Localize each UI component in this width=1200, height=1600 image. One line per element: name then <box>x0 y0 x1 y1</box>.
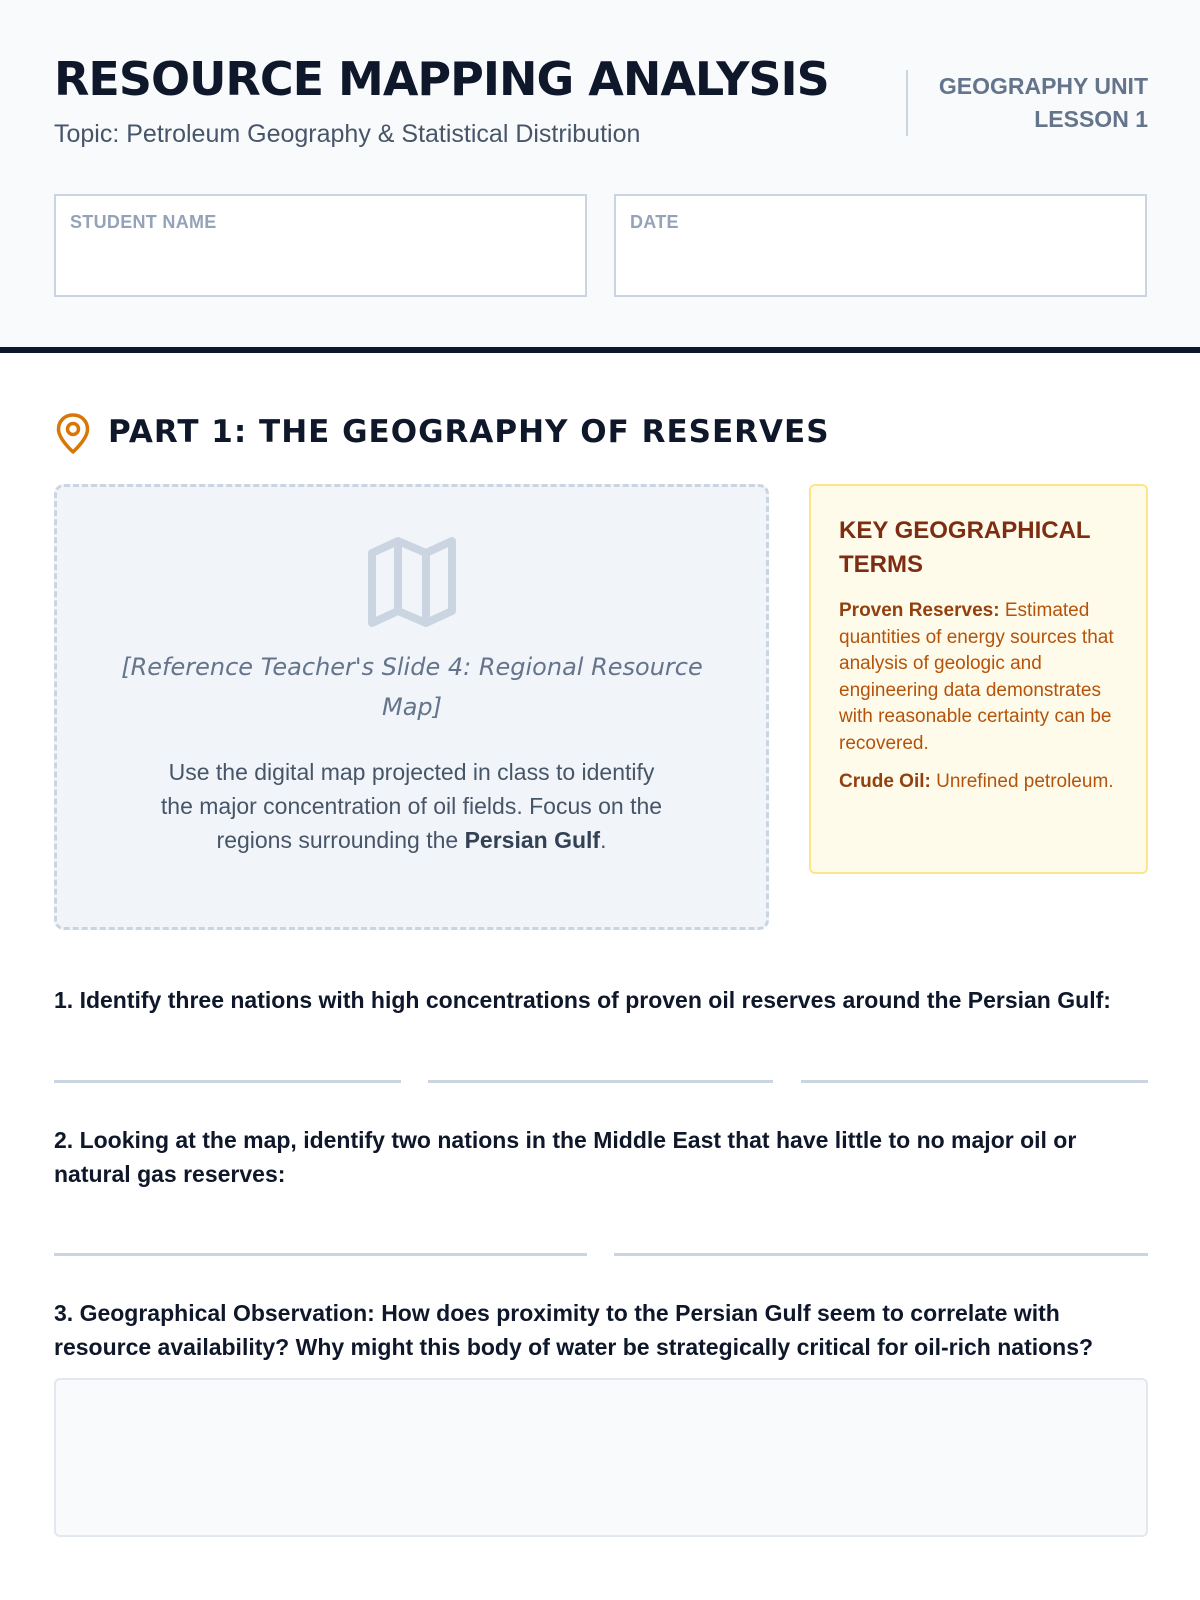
answer-line[interactable] <box>801 1080 1148 1083</box>
answer-line[interactable] <box>428 1080 773 1083</box>
key-terms-title: KEY GEOGRAPHICAL TERMS <box>839 517 1091 578</box>
map-reference-text: [Reference Teacher's Slide 4: Regional Resource Map] <box>121 653 703 721</box>
question-2: 2. Looking at the map, identify two nations in the Middle East that have little to no major oil or natural gas reserves: <box>54 1127 1077 1187</box>
answer-box-q3[interactable] <box>54 1378 1148 1537</box>
date-field[interactable] <box>614 194 1147 297</box>
persian-gulf-highlight: Persian Gulf <box>464 827 601 853</box>
folded-map-icon <box>366 537 458 627</box>
student-name-label: STUDENT NAME <box>70 212 217 232</box>
map-instructions: Use the digital map projected in class to identify the major concentration of oil fields. Focus on the regions surrounding the Persian Gulf. <box>160 759 663 853</box>
question-1: 1. Identify three nations with high concentrations of proven oil reserves around the Persian Gulf: <box>54 987 1111 1013</box>
topic-subtitle: Topic: Petroleum Geography & Statistical Distribution <box>54 120 641 148</box>
part1-title: PART 1: THE GEOGRAPHY OF RESERVES <box>108 414 830 450</box>
map-placeholder <box>54 484 769 930</box>
worksheet-header <box>0 0 1200 353</box>
date-label: DATE <box>630 212 679 232</box>
lesson-label: LESSON 1 <box>1034 106 1148 132</box>
question-3: 3. Geographical Observation: How does proximity to the Persian Gulf seem to correlate with resource availability? Why might this body of water be strategically critical for oil-rich nations? <box>54 1300 1094 1360</box>
answer-line[interactable] <box>54 1080 401 1083</box>
unit-lesson-badge <box>906 70 1148 136</box>
answer-line[interactable] <box>54 1253 587 1256</box>
answer-line[interactable] <box>614 1253 1148 1256</box>
term-proven-reserves: Proven Reserves: Estimated quantities of energy sources that analysis of geologic and engineering data demonstrates with reasonable certainty can be recovered. <box>839 600 1114 754</box>
term-crude-oil: Crude Oil: Unrefined petroleum. <box>839 771 1114 792</box>
student-name-field[interactable] <box>54 194 587 297</box>
page-title: RESOURCE MAPPING ANALYSIS <box>54 52 829 106</box>
unit-label: GEOGRAPHY UNIT <box>938 73 1148 99</box>
key-terms-box <box>809 484 1148 874</box>
map-pin-icon <box>54 412 92 456</box>
